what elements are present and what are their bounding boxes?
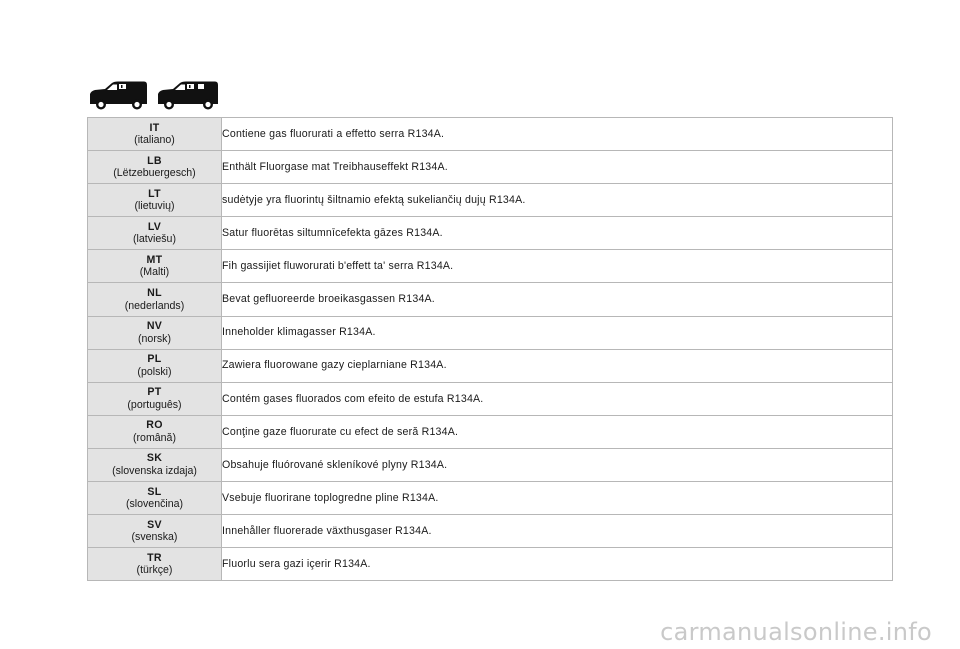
language-code: PT <box>147 386 162 399</box>
table-row <box>88 548 893 581</box>
table-row <box>88 217 893 250</box>
language-code: TR <box>147 551 162 564</box>
language-code: SK <box>146 452 163 465</box>
language-cell <box>88 448 222 481</box>
language-cell <box>88 548 222 581</box>
refrigerant-language-table <box>87 117 893 581</box>
language-code: SL <box>147 485 162 498</box>
van-short-icon <box>88 80 150 110</box>
language-code: PL <box>147 353 162 366</box>
language-code: RO <box>146 419 163 432</box>
refrigerant-text: Fluorlu sera gazi içerir R134A. <box>222 548 893 581</box>
table-body <box>88 118 893 581</box>
table-row <box>88 118 893 151</box>
refrigerant-text: Satur fluorētas siltumnīcefekta gāzes R134A. <box>222 217 893 250</box>
language-name: (polski) <box>137 365 172 378</box>
language-cell <box>88 151 222 184</box>
language-name: (slovenčina) <box>125 498 184 511</box>
table-row <box>88 482 893 515</box>
table-row <box>88 283 893 316</box>
language-code: LT <box>148 187 161 200</box>
refrigerant-text: Obsahuje fluórované skleníkové plyny R134A. <box>222 448 893 481</box>
language-code: SV <box>147 518 162 531</box>
language-name: (Malti) <box>139 266 170 279</box>
table-row <box>88 250 893 283</box>
table-row <box>88 382 893 415</box>
language-cell <box>88 118 222 151</box>
language-code: LB <box>147 154 162 167</box>
language-code: MT <box>146 253 163 266</box>
refrigerant-text: Innehåller fluorerade växthusgaser R134A. <box>222 515 893 548</box>
table-row <box>88 349 893 382</box>
refrigerant-text: Enthält Fluorgase mat Treibhauseffekt R134A. <box>222 151 893 184</box>
language-cell <box>88 184 222 217</box>
table-row <box>88 316 893 349</box>
language-name: (português) <box>127 398 182 411</box>
language-code: IT <box>149 121 160 134</box>
table-row <box>88 515 893 548</box>
language-cell <box>88 283 222 316</box>
language-name: (latviešu) <box>133 233 176 246</box>
language-name: (română) <box>133 431 176 444</box>
language-name: (lietuvių) <box>134 200 175 213</box>
refrigerant-text: Inneholder klimagasser R134A. <box>222 316 893 349</box>
table-row <box>88 448 893 481</box>
van-long-icon <box>156 80 220 110</box>
language-cell <box>88 250 222 283</box>
language-cell <box>88 382 222 415</box>
language-cell <box>88 515 222 548</box>
language-code: LV <box>147 220 162 233</box>
refrigerant-text: Contém gases fluorados com efeito de estufa R134A. <box>222 382 893 415</box>
refrigerant-text: Conţine gaze fluorurate cu efect de seră R134A. <box>222 415 893 448</box>
language-name: (türkçe) <box>136 564 173 577</box>
language-name: (svenska) <box>131 531 178 544</box>
language-name: (italiano) <box>134 134 175 147</box>
refrigerant-text: sudėtyje yra fluorintų šiltnamio efektą sukeliančių dujų R134A. <box>222 184 893 217</box>
refrigerant-text: Fih gassijiet fluworurati b'effett ta' serra R134A. <box>222 250 893 283</box>
refrigerant-text: Zawiera fluorowane gazy cieplarniane R134A. <box>222 349 893 382</box>
language-cell <box>88 349 222 382</box>
refrigerant-text: Vsebuje fluorirane toplogredne pline R134A. <box>222 482 893 515</box>
language-cell <box>88 316 222 349</box>
language-code: NV <box>146 320 163 333</box>
refrigerant-text: Contiene gas fluorurati a effetto serra R134A. <box>222 118 893 151</box>
language-code: NL <box>147 287 162 300</box>
language-name: (slovenska izdaja) <box>112 464 197 477</box>
language-cell <box>88 217 222 250</box>
table-row <box>88 151 893 184</box>
watermark: carmanualsonline.info <box>660 618 932 646</box>
language-cell <box>88 482 222 515</box>
table-row <box>88 184 893 217</box>
language-name: (nederlands) <box>124 299 185 312</box>
language-cell <box>88 415 222 448</box>
refrigerant-text: Bevat gefluoreerde broeikasgassen R134A. <box>222 283 893 316</box>
table-row <box>88 415 893 448</box>
language-name: (Lëtzebuergesch) <box>113 167 196 180</box>
language-name: (norsk) <box>138 332 171 345</box>
